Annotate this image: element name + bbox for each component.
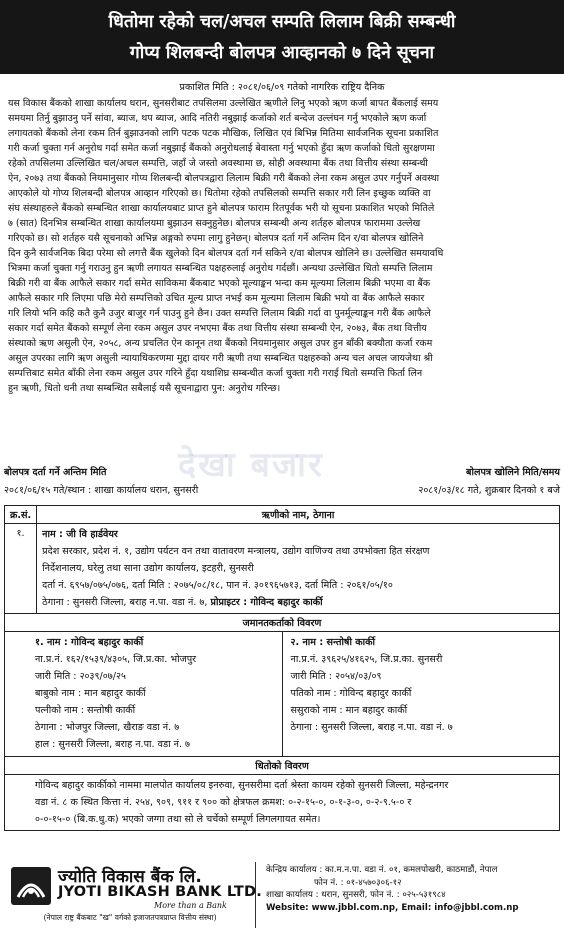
body-line: बिक्री गरी वा बैंक आफैले सकार गर्दा समेत साविकमा बैंकबाट भएको मूल्याङ्कन भन्दा कम मूल्यमा लिलाम बिक्री भएमा वा बैंक (8, 278, 431, 289)
central-office: केन्द्रिय कार्यालय : का.म.न.पा. वडा नं. ०१, कमलपोखरी, काठमाडौं, नेपाल (266, 865, 498, 875)
guarantor-2-line: ठेगाना : सुनसरी जिल्ला, बराह न.पा. वडा नं. ७ (290, 722, 453, 733)
bank-logo-icon (10, 866, 52, 906)
body-line: हुन ऋणी, धितो धनी तथा सम्बन्धित सबैलाई यसै सूचनाद्वारा पुन: अनुरोध गरिन्छ। (8, 383, 281, 394)
guarantor-2-line: जारी मिति : २०५४/०३/०९ (290, 671, 382, 682)
guarantor-1-line: ठेगाना : भोजपुर जिल्ला, खैराङ वडा नं. ७ (35, 722, 180, 733)
branch-office: शाखा कार्यालय : धरान, सुनसरी, फोन नं. : ०२५-५३१९८४ (266, 890, 446, 901)
notice-title-line1: धितोमा रहेको चल/अचल सम्पति लिलाम बिक्री सम्बन्धी (108, 12, 456, 32)
bank-footer (4, 862, 560, 928)
collateral-line: ०-०-१५-० (बि.क.धु.क) भएको जग्गा तथा सो ले चर्चेको सम्पूर्ण लिगलगायत समेत। (35, 814, 321, 825)
body-line: गरि लियो भनि कहि कतै कुनै उजुर बाजुर गर्न पाउनु हुने छैन। उक्त सम्पत्ति लिलाम बिक्री गर्दा वा पुनर्मूल्याङ्कन गरी बैंक आफैले (8, 308, 431, 319)
guarantor-1 (5, 632, 282, 757)
body-line: संस्थाको ऋण असुली ऐन, २०५८, अन्य प्रचलित ऐन कानून तथा बैंकको नियमानुसार असुल उपर हुन बाँकी बक्यौता कर्जा रकम (8, 338, 433, 349)
guarantor-2-name: २. नाम : सन्तोषी कार्की (290, 637, 376, 648)
body-line: गरी कर्जा चुक्ता गर्न अनुरोध गर्दा समेत कर्जा नबुझाई बैंकको अनुरोधलाई बेवास्ता गर्नु भएको हुँदा ऋण कर्जाको धितो सुरक्षणमा (8, 143, 435, 154)
notice-title-line2: गोप्य शिलबन्दी बोलपत्र आव्हानको ७ दिने सूचना (129, 43, 435, 63)
borrower-cell (37, 524, 560, 614)
body-line: समयमा तिर्नु बुझाउनु पर्ने सांवा, ब्याज, थप ब्याज, आदि नतिरी नबुझाई कर्जाको शर्त बन्देज उल्लंघन गर्नु भएकोले ऋण कर्जा (8, 113, 427, 124)
guarantor-1-line: बाबुको नाम : मान बहादुर कार्की (35, 688, 146, 699)
collateral-line: गोविन्द बहादुर कार्कीको नाममा मालपोत कार्यालय इनरुवा, सुनसरीमा दर्ता श्रेस्ता कायम रहेको सुनसरी जिल्ला, महेन्द्रनगर (35, 780, 449, 791)
row-sn: १. (5, 524, 37, 614)
deadline-values-row (4, 483, 560, 496)
borrower-address (42, 594, 554, 611)
collateral-cell (5, 775, 560, 831)
guarantor-1-line: जारी मिति : २०३९/०७/२५ (35, 671, 126, 682)
body-line: भित्रमा कर्जा चुक्ता गर्नु गराउनु हुन ऋणी लगायत सम्बन्धित पक्षहरुलाई अनुरोध गर्दछौं। अन्यथा उल्लेखित धितो सम्पत्ति लिलाम (8, 263, 433, 274)
body-line: दिन कुनै सार्वजनिक बिदा परेमा सो लगत्तै बैंक खुलेको दिन बोलपत्र दर्ता गर्न सकिने र/वा बोलपत्र खोलिने छ। उल्लेखित समयावधि (8, 248, 444, 259)
guarantor-2-line: ना.प्र.नं. ३९६२५/४१६२५, जि.प्र.का. सुनसरी (290, 654, 443, 665)
body-line: गरिएको छ। सो शर्तहरु यसै सूचनाको अभिन्न अङ्गको रुपमा लागु हुनेछन्। बोलपत्र दर्ता गर्ने अन्तिम दिन र/वा बोलपत्र खोलिने (8, 233, 424, 244)
guarantor-1-line: पत्नीको नाम : सन्तोषी कार्की (35, 705, 136, 716)
deadline-labels-row (4, 465, 560, 478)
watermark: देखा बजार (178, 445, 324, 485)
borrower-line: निर्देशनालय, घरेलु तथा साना उद्योग कार्यालय, इटहरी, सुनसरी (42, 563, 254, 574)
proprietor: प्रोप्राइटर : गोविन्द बहादुर कार्की (210, 597, 323, 608)
bank-tagline: More than a Bank (154, 901, 227, 910)
collateral-header: धितोको विवरण (5, 757, 560, 775)
guarantor-header: जमानतकर्ताको विवरण (5, 614, 559, 632)
notice-header (0, 0, 564, 74)
bank-name-en: JYOTI BIKASH BANK LTD. (58, 884, 262, 900)
body-line: यस विकास बैंकको शाखा कार्यालय धरान, सुनसरीबाट तपसिलमा उल्लेखित ऋणीले लिनु भएको ऋण कर्जा बापत बैंकलाई समय (8, 98, 439, 109)
guarantor-1-line: ना.प्र.नं. १६२/१५३९/४३०५, जि.प्र.का. भोजपुर (35, 654, 197, 665)
bank-license-note: (नेपाल राष्ट्र बैंकबाट "ख" वर्गको इजाजतपत्रप्राप्त वित्तीय संस्था) (43, 913, 217, 922)
guarantor-1-name: १. नाम : गोविन्द बहादुर कार्की (35, 637, 144, 648)
deadline-label: बोलपत्र दर्ता गर्ने अन्तिम मिति (4, 467, 107, 478)
bank-name-np: ज्योति विकास बैंक लि. (58, 867, 202, 887)
body-line: ऐन, २०७३ तथा बैंकको नियमानुसार गोप्य शिलबन्दी बोलपत्रद्वारा लिलाम बिक्री गरी बैंकको लेना रकम असुल उपर गर्नुपर्ने अवस्था (8, 173, 440, 184)
borrower-address-text: ठेगाना : सुनसरी जिल्ला, बराह न.पा. वडा नं. ७, (42, 597, 208, 608)
guarantor-1-line: हाल : सुनसरी जिल्ला, बराह न.पा. वडा नं. ७ (35, 739, 191, 750)
body-line: संघ संस्थाहरुले बैंकको सम्बन्धित शाखा कार्यालयबाट प्राप्त हुने बोलपत्र फाराम रितपूर्वक भरी यो सूचना प्रकाशित भएको मितिले (8, 203, 435, 214)
bank-logo-block (4, 862, 262, 928)
central-phone: फोन नं. : ०१-४५७०३०६-१२ (314, 877, 402, 888)
guarantor-section (5, 614, 560, 757)
borrower-name: नाम : जी वि हार्डवेयर (42, 529, 118, 540)
body-line: ७ (सात) दिनभित्र सम्बन्धित शाखा कार्यालयमा बुझाउन सक्नुहुनेछ। बोलपत्र सम्बन्धी अन्य शर्तहरु बोलपत्र फाराममा उल्लेख (8, 218, 421, 229)
body-line: आएकोले यो गोप्य शिलबन्दी बोलपत्र आव्हान गरिएको छ। धितोमा रहेको तपसिलको सम्पत्ति सकार गरी लिन इच्छुक व्यक्ति वा (8, 188, 431, 199)
body-line: सकार गर्दा समेत बैंकको सम्पूर्ण लेना रकम असुल उपर नभएमा बैंक तथा वित्तीय संस्था सम्बन्धी ऐन, २०७३, बैंक तथा वित्तीय (8, 323, 427, 334)
publication-date: प्रकाशित मिति : २०८१/०६/०९ गतेको नागरिक राष्ट्रिय दैनिक (179, 82, 385, 93)
website-email: Website: www.jbbl.com.np, Email: info@jbbl.com.np (266, 902, 519, 913)
borrower-line: प्रदेश सरकार, प्रदेश नं. १, उद्योग पर्यटन वन तथा वातावरण मन्त्रालय, उद्योग वाणिज्य तथा उपभोक्ता हित संरक्षण (42, 546, 430, 557)
borrower-line: दर्ता नं. ६९५७/०७५/०७६, दर्ता मिति : २०७५/०८/१८, पान नं. ३०१९६५७१३, दर्ता मिति : २०६१/०५/१० (42, 580, 393, 591)
guarantor-2-line: पतिको नाम : गोविन्द बहादुर कार्की (290, 688, 412, 699)
guarantor-2-line: ससुराको नाम : मान बहादुर कार्की (290, 705, 408, 716)
open-value: २०८१/०३/१८ गते, शुक्रबार दिनको १ बजे (418, 485, 560, 496)
borrower-table (4, 505, 560, 831)
body-line: असुल उपरका लागि ऋण असुली न्यायाधिकरणमा मुद्दा दायर गरी ऋणी तथा सम्बन्धित पक्षहरुको अन्य चल अचल जायजेथा श्री (8, 353, 433, 364)
guarantor-2 (282, 632, 559, 757)
deadline-value: २०८१/०६/१५ गते/स्थान : शाखा कार्यालय धरान, सुनसरी (4, 485, 199, 496)
col-borrower-header: ऋणीको नाम, ठेगाना (37, 506, 560, 524)
body-line: आफैले सकार गरि लिएमा पछि मेरो सम्पत्तिको उचित मूल्य प्राप्त नभई कम मूल्यमा लिलाम बिक्री भयो वा बैंक आफैले सकार (8, 293, 425, 304)
collateral-line: वडा नं. ८ क स्थित कित्ता नं. २५४, ९०९, ९११ र ९०० को क्षेत्रफल क्रमश: ०-२-१५-०, ०-१-३-०, ०-२-९.५-० र (35, 797, 412, 808)
body-line: सम्पत्तिबाट समेत बाँकी लेना रकम असुल उपर गरिने हुँदा यथाशिघ्र सम्बन्धीत कर्जा चुक्ता गरी गराई धितो सम्पत्ति फिर्ता लिन (8, 368, 423, 379)
col-sn-header: क्र.सं. (5, 506, 37, 524)
bank-addresses (256, 862, 560, 928)
notice-body (8, 96, 556, 396)
open-label: बोलपत्र खोलिने मिति/समय (465, 467, 560, 478)
body-line: लगायतको बैंकको लेना रकम तिर्न बुझाउनको लागि पटक पटक मौखिक, लिखित एवं बिभिन्न मितिमा सार्वजनिक सूचना प्रकाशित (8, 128, 439, 139)
body-line: रहेको तपसिलमा उल्लिखित चल/अचल सम्पत्ति, जहाँ जे जस्तो अवस्थामा छ, सोही अवस्थामा बैंक तथा वित्तीय संस्था सम्बन्धी (8, 158, 428, 169)
